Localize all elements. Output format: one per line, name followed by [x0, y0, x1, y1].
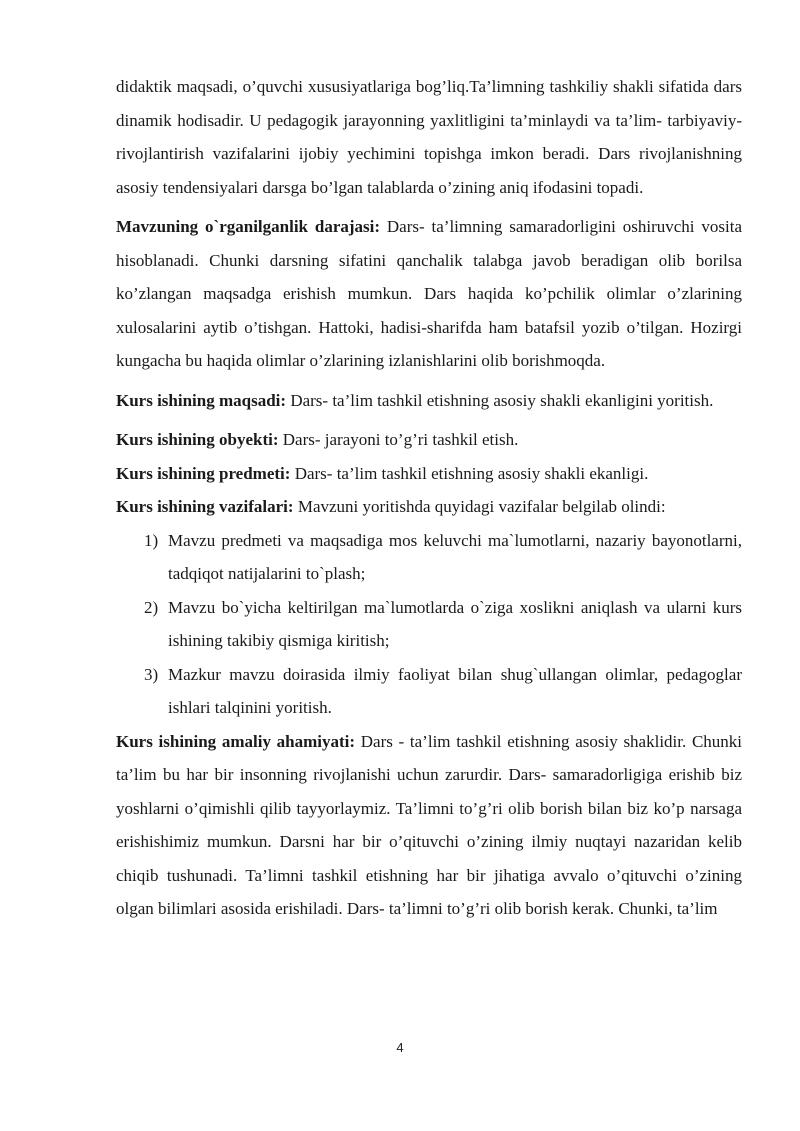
list-item-number: 2) [144, 597, 159, 617]
study-degree-label: Mavzuning o`rganilganlik darajasi: [116, 217, 381, 236]
tasks-text: Mavzuni yoritishda quyidagi vazifalar belgilab olindi: [297, 497, 666, 516]
object-paragraph [116, 423, 742, 457]
list-item-number: 1) [144, 530, 159, 550]
practical-paragraph [116, 725, 742, 926]
tasks-paragraph [116, 490, 742, 524]
goal-text: Dars- ta’lim tashkil etishning asosiy shakli ekanligini yoritish. [290, 390, 714, 410]
list-item-text: Mavzu predmeti va maqsadiga mos keluvchi ma`lumotlarni, nazariy bayonotlarni, tadqiqot natijalarini to`plash; [168, 530, 742, 583]
object-label: Kurs ishining obyekti: [116, 430, 279, 449]
subject-text: Dars- ta’lim tashkil etishning asosiy shakli ekanligi. [294, 463, 649, 483]
list-item-text: Mavzu bo`yicha keltirilgan ma`lumotlarda o`ziga xoslikni aniqlash va ularni kurs ishining takibiy qismiga kiritish; [168, 597, 742, 650]
practical-text: Dars - ta’lim tashkil etishning asosiy shaklidir. Chunki ta’lim bu har bir insonning rivojlanishi uchun zarurdir. Dars- samaradorligiga erishib biz yoshlarni o’qimishli qilib tayyorlaymiz. Ta’limni to’g’ri olib borish bilan biz ko’p narsaga erishishimiz mumkun. Darsni har bir o’qituvchi o’zining ilmiy nuqtayi nazaridan kelib chiqib tushunadi. Ta’limni tashkil etishning har bir jihatiga avvalo o’qituvchi o’zining olgan bilimlari asosida erishiladi. Dars- ta’limni to’g’ri olib borish kerak. Chunki, ta’lim [116, 731, 743, 918]
list-item [116, 658, 742, 725]
study-degree-paragraph [116, 210, 742, 378]
subject-paragraph [116, 457, 742, 491]
tasks-list [116, 524, 742, 725]
tasks-label: Kurs ishining vazifalari: [116, 497, 294, 516]
document-page [116, 70, 742, 926]
study-degree-text: Dars- ta’limning samaradorligini oshiruvchi vosita hisoblanadi. Chunki darsning sifatini qanchalik talabga javob beradigan olib borilsa ko’zlangan maqsadga erishish mumkun. Dars haqida ko’pchilik olimlar o’zlarining xulosalarini aytib o’tishgan. Hattoki, hadisi-sharifda ham batafsil yozib o’tilgan. Hozirgi kungacha bu haqida olimlar o’zlarining izlanishlarini olib borishmoqda. [116, 217, 743, 370]
list-item-number: 3) [144, 664, 159, 684]
object-text: Dars- jarayoni to’g’ri tashkil etish. [282, 430, 519, 449]
page-number: 4 [396, 1040, 404, 1055]
goal-paragraph [116, 384, 742, 418]
goal-label: Kurs ishining maqsadi: [116, 390, 287, 410]
list-item [116, 524, 742, 591]
practical-label: Kurs ishining amaliy ahamiyati: [116, 731, 356, 751]
subject-label: Kurs ishining predmeti: [116, 463, 291, 483]
intro-paragraph: didaktik maqsadi, o’quvchi xususiyatlariga bog’liq.Ta’limning tashkiliy shakli sifatida dars dinamik hodisadir. U pedagogik jarayonning yaxlitligini ta’minlaydi va ta’lim- tarbiyaviy- rivojlantirish vazifalarini ijobiy yechimini topishga imkon beradi. Dars rivojlanishning asosiy tendensiyalari darsga bo’lgan talablarda o’zining aniq ifodasini topadi. [116, 77, 742, 197]
list-item-text: Mazkur mavzu doirasida ilmiy faoliyat bilan shug`ullangan olimlar, pedagoglar ishlari talqinini yoritish. [168, 664, 742, 717]
list-item [116, 591, 742, 658]
